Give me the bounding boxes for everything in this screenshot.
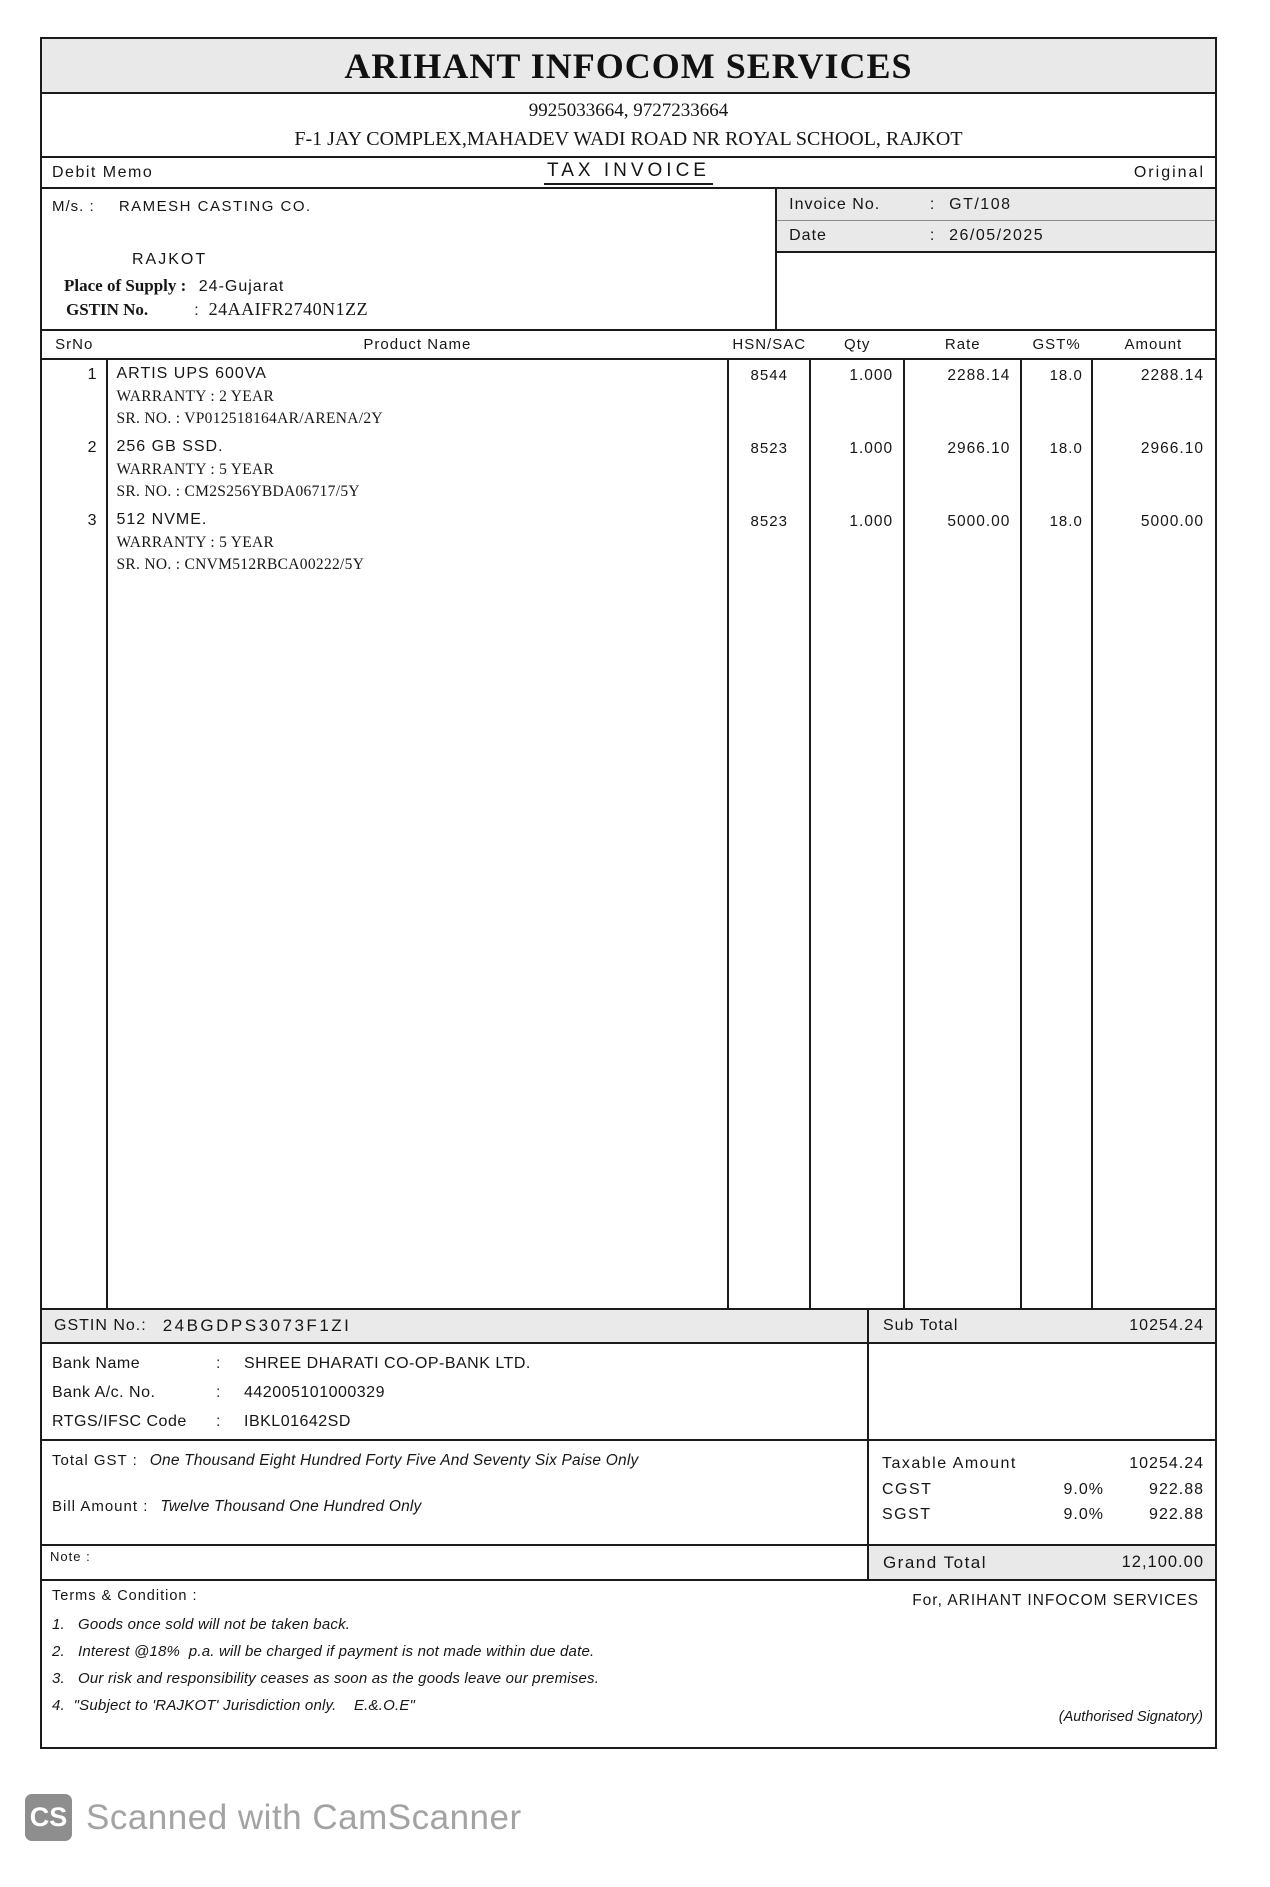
amount-in-words-box <box>42 1441 869 1544</box>
bank-name-value: SHREE DHARATI CO-OP-BANK LTD. <box>244 1354 531 1372</box>
sgst-label: SGST <box>881 1505 932 1523</box>
bank-and-taxes-section <box>42 1344 1215 1544</box>
seller-gstin-cell <box>42 1310 869 1342</box>
item-hsn: 8523 <box>750 513 788 530</box>
item-product-cell <box>107 360 729 430</box>
item-hsn: 8544 <box>750 367 788 384</box>
table-row <box>42 433 1215 503</box>
memo-type-label: Debit Memo <box>52 163 154 181</box>
taxable-amount-value: 10254.24 <box>1129 1454 1204 1472</box>
company-contact-band <box>42 94 1215 158</box>
col-header-srno: SrNo <box>55 336 94 353</box>
item-serial-no: SR. NO. : VP012518164AR/ARENA/2Y <box>116 410 383 427</box>
buyer-details <box>42 189 775 329</box>
place-of-supply-label: Place of Supply : <box>64 276 187 295</box>
column-divider <box>727 360 729 1308</box>
invoice-meta-gray <box>777 189 1215 253</box>
grand-total-value: 12,100.00 <box>1121 1553 1204 1571</box>
buyer-name-row <box>52 198 775 215</box>
item-hsn: 8523 <box>750 440 788 457</box>
column-divider <box>1091 360 1093 1308</box>
invoice-no-colon: : <box>929 195 935 213</box>
copy-type-label: Original <box>1133 163 1205 181</box>
bill-amount-words-row <box>52 1498 867 1516</box>
subtotal-cell <box>869 1310 1215 1342</box>
company-name: ARIHANT INFOCOM SERVICES <box>344 45 913 86</box>
sgst-amount: 922.88 <box>1149 1505 1204 1523</box>
item-gst-pct: 18.0 <box>1049 513 1083 530</box>
item-srno: 2 <box>87 439 98 456</box>
camscanner-logo-icon: CS <box>25 1794 72 1841</box>
note-cell: Note : <box>42 1546 869 1579</box>
invoice-no-label: Invoice No. <box>789 195 881 213</box>
invoice-document <box>40 37 1217 1749</box>
item-warranty: WARRANTY : 5 YEAR <box>116 534 275 551</box>
terms-section <box>42 1579 1215 1747</box>
sgst-pct: 9.0% <box>1063 1505 1104 1523</box>
taxes-box <box>869 1441 1215 1544</box>
item-warranty: WARRANTY : 5 YEAR <box>116 461 275 478</box>
bank-ifsc-row <box>52 1407 867 1436</box>
buyer-gstin-colon: : <box>194 302 199 319</box>
item-gst-pct: 18.0 <box>1049 440 1083 457</box>
bank-account-row <box>52 1378 867 1407</box>
cgst-label: CGST <box>881 1480 933 1498</box>
terms-list <box>52 1611 1205 1719</box>
bank-details-box <box>42 1344 869 1441</box>
company-phones: 9925033664, 9727233664 <box>528 100 729 121</box>
tax-invoice-title-wrap <box>340 160 917 185</box>
subtotal-value: 10254.24 <box>1129 1317 1204 1334</box>
table-row <box>42 506 1215 576</box>
taxable-amount-row <box>882 1450 1204 1477</box>
invoice-meta-box <box>775 189 1215 329</box>
grand-total-label: Grand Total <box>882 1552 988 1572</box>
item-srno: 3 <box>87 512 98 529</box>
party-section <box>42 189 1215 331</box>
item-rate: 5000.00 <box>947 513 1011 530</box>
col-header-gst: GST% <box>1032 336 1081 353</box>
term-item: 2. Interest @18% p.a. will be charged if payment is not made within due date. <box>52 1643 595 1660</box>
item-product-name: 512 NVME. <box>116 511 208 528</box>
terms-title: Terms & Condition : <box>52 1588 198 1604</box>
term-item: 4. "Subject to 'RAJKOT' Jurisdiction only. E.&.O.E" <box>52 1697 416 1714</box>
term-item: 1. Goods once sold will not be taken back. <box>52 1616 351 1633</box>
seller-gstin-label: GSTIN No.: <box>54 1317 147 1334</box>
col-header-product-name: Product Name <box>363 336 472 353</box>
bill-amount-words: Twelve Thousand One Hundred Only <box>160 1498 422 1515</box>
item-amount: 2966.10 <box>1140 440 1204 457</box>
authorised-signatory: (Authorised Signatory) <box>1058 1709 1203 1725</box>
memo-bar <box>42 158 1215 189</box>
bank-ifsc-value: IBKL01642SD <box>244 1412 351 1430</box>
col-header-qty: Qty <box>844 336 871 353</box>
column-divider <box>809 360 811 1308</box>
item-amount: 2288.14 <box>1140 367 1204 384</box>
col-header-hsn-sac: HSN/SAC <box>732 336 807 353</box>
bill-amount-label: Bill Amount : <box>52 1498 149 1515</box>
taxable-amount-label: Taxable Amount <box>881 1454 1017 1472</box>
item-qty: 1.000 <box>849 440 894 457</box>
bank-colon: : <box>216 1412 221 1430</box>
buyer-gstin-label: GSTIN No. <box>66 300 149 319</box>
gstin-subtotal-band <box>42 1308 1215 1344</box>
item-product-name: 256 GB SSD. <box>116 438 224 455</box>
term-item: 3. Our risk and responsibility ceases as soon as the goods leave our premises. <box>52 1670 600 1687</box>
table-row <box>42 360 1215 430</box>
place-of-supply-row <box>64 276 775 296</box>
tax-invoice-title: TAX INVOICE <box>544 160 713 185</box>
bank-colon: : <box>216 1354 221 1372</box>
for-company-signature: For, ARIHANT INFOCOM SERVICES <box>912 1592 1199 1609</box>
subtotal-label: Sub Total <box>882 1317 959 1334</box>
items-table-header <box>42 331 1215 360</box>
camscanner-watermark <box>25 1794 522 1841</box>
total-gst-words: One Thousand Eight Hundred Forty Five And Seventy Six Paise Only <box>149 1452 639 1469</box>
column-divider <box>106 360 108 1308</box>
item-product-name: ARTIS UPS 600VA <box>116 365 267 382</box>
col-header-rate: Rate <box>944 336 981 353</box>
item-rate: 2966.10 <box>947 440 1011 457</box>
item-serial-no: SR. NO. : CM2S256YBDA06717/5Y <box>116 483 360 500</box>
company-address: F-1 JAY COMPLEX,MAHADEV WADI ROAD NR ROYAL SCHOOL, RAJKOT <box>294 128 963 150</box>
item-qty: 1.000 <box>849 513 894 530</box>
note-grandtotal-row <box>42 1544 1215 1579</box>
bank-account-label: Bank A/c. No. <box>52 1383 156 1401</box>
col-header-amount: Amount <box>1124 336 1183 353</box>
buyer-gstin-value: 24AAIFR2740N1ZZ <box>208 299 369 319</box>
total-gst-words-row <box>52 1452 867 1470</box>
camscanner-text: Scanned with CamScanner <box>86 1797 522 1837</box>
invoice-no-row <box>777 189 1215 220</box>
buyer-city: RAJKOT <box>132 251 208 268</box>
invoice-no-value: GT/108 <box>949 195 1012 213</box>
buyer-gstin-row <box>66 299 775 320</box>
cgst-pct: 9.0% <box>1063 1480 1104 1498</box>
item-amount: 5000.00 <box>1140 513 1204 530</box>
place-of-supply-value: 24-Gujarat <box>198 278 285 295</box>
item-product-cell <box>107 433 729 503</box>
invoice-date-label: Date <box>789 227 827 244</box>
column-divider <box>1020 360 1022 1308</box>
ms-label: M/s. : <box>52 198 95 215</box>
bank-ifsc-label: RTGS/IFSC Code <box>52 1412 187 1430</box>
bank-name-label: Bank Name <box>52 1354 141 1372</box>
cgst-row <box>882 1477 1204 1502</box>
sgst-row <box>882 1502 1204 1527</box>
item-rate: 2288.14 <box>947 367 1011 384</box>
item-srno: 1 <box>87 366 98 383</box>
item-qty: 1.000 <box>849 367 894 384</box>
bank-name-row <box>52 1349 867 1378</box>
buyer-name: RAMESH CASTING CO. <box>118 198 312 215</box>
bank-account-value: 442005101000329 <box>244 1383 385 1401</box>
total-gst-label: Total GST : <box>52 1452 138 1469</box>
item-warranty: WARRANTY : 2 YEAR <box>116 388 275 405</box>
column-divider <box>903 360 905 1308</box>
bank-colon: : <box>216 1383 221 1401</box>
seller-gstin-value: 24BGDPS3073F1ZI <box>162 1316 352 1335</box>
company-title-band <box>42 39 1215 94</box>
invoice-date-value: 26/05/2025 <box>949 227 1045 244</box>
grand-total-cell <box>869 1546 1215 1579</box>
invoice-date-row <box>777 220 1215 251</box>
cgst-amount: 922.88 <box>1149 1480 1204 1498</box>
empty-cell <box>869 1344 1215 1441</box>
item-product-cell <box>107 506 729 576</box>
item-serial-no: SR. NO. : CNVM512RBCA00222/5Y <box>116 556 365 573</box>
invoice-date-colon: : <box>929 227 935 244</box>
items-table-body <box>42 360 1215 1308</box>
item-gst-pct: 18.0 <box>1049 367 1083 384</box>
